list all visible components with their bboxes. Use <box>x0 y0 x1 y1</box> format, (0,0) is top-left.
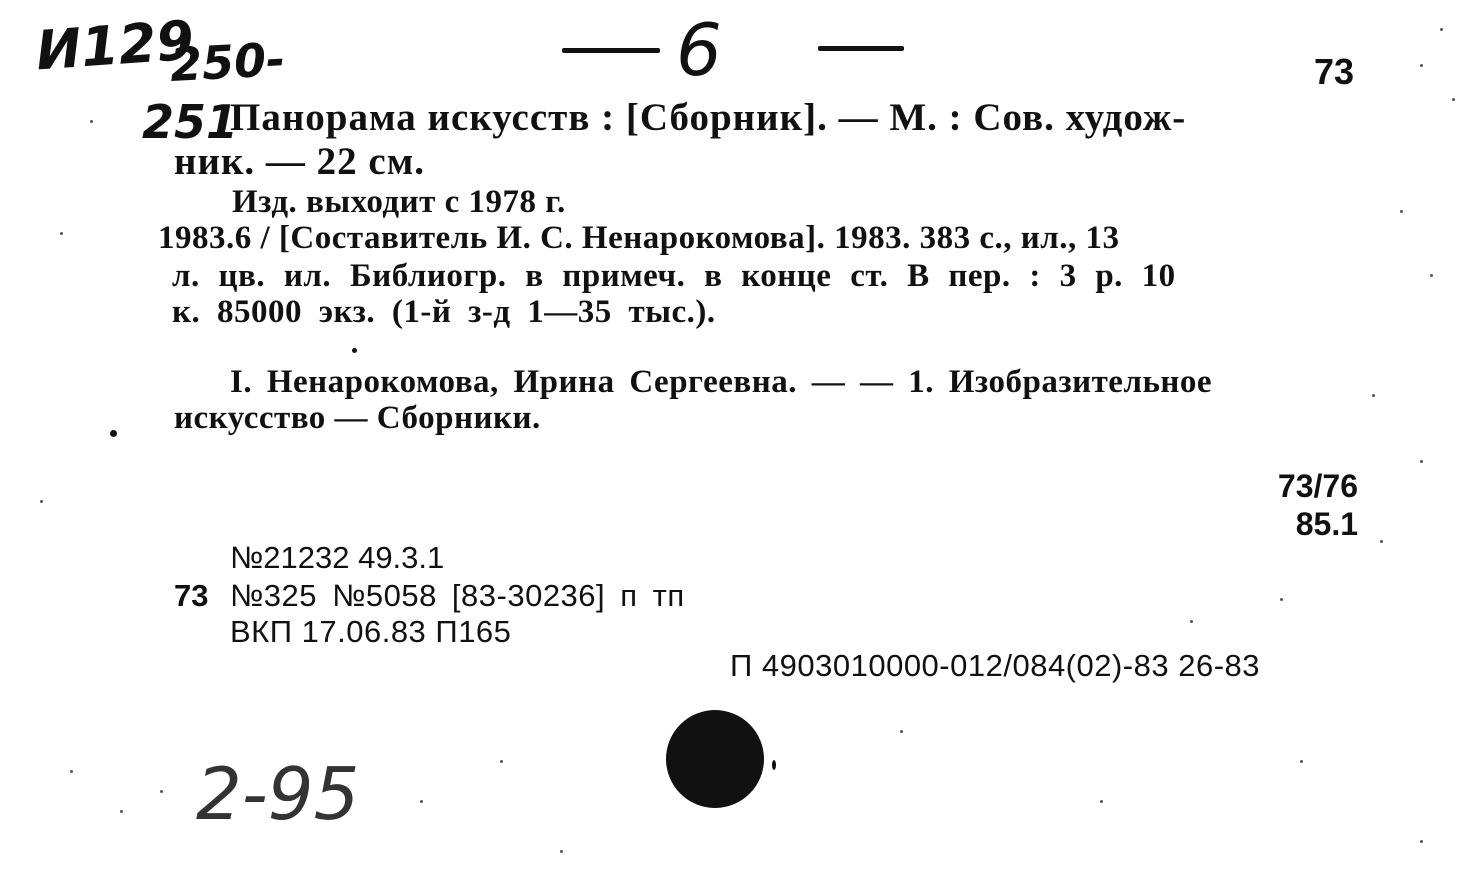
volume-line-3: к. 85000 экз. (1-й з-д 1—35 тыс.). <box>172 294 716 330</box>
scan-speck <box>1420 840 1423 843</box>
scan-speck <box>1452 98 1455 101</box>
handwritten-dash-left <box>562 48 660 53</box>
handwritten-range-bottom: 251 <box>142 95 239 149</box>
handwritten-shelf-code: И129 <box>33 8 196 83</box>
scan-speck <box>772 760 776 770</box>
record-line-2-prefix: 73 <box>174 578 209 613</box>
scan-speck <box>500 760 503 763</box>
scan-speck <box>70 770 73 773</box>
punch-hole <box>666 710 764 808</box>
scan-speck <box>1430 274 1433 277</box>
scan-speck <box>1300 760 1303 763</box>
scan-speck <box>900 730 903 733</box>
scan-speck <box>1280 598 1283 601</box>
volume-line-1 <box>158 218 1120 258</box>
volume-line-1-text: / [Составитель И. С. Ненарокомова]. 1983. 383 с., ил., 13 <box>251 220 1120 256</box>
scan-speck <box>352 348 357 353</box>
title-line-1: Панорама искусств : [Сборник]. — М. : Сов. худож- <box>230 96 1187 139</box>
record-line-2: №325 №5058 [83-30236] п тп <box>230 578 685 613</box>
record-line-1: №21232 49.3.1 <box>230 540 445 575</box>
subject-line-1: I. Ненарокомова, Ирина Сергеевна. — — 1. Изобразительное <box>230 364 1213 400</box>
scan-speck <box>560 850 563 853</box>
volume-line-2: л. цв. ил. Библиогр. в примеч. в конце ст. В пер. : 3 р. 10 <box>172 258 1176 294</box>
handwritten-dash-right <box>818 46 904 51</box>
scan-speck <box>160 790 163 793</box>
scan-speck <box>110 430 117 437</box>
scan-speck <box>420 800 423 803</box>
scan-speck <box>1420 460 1423 463</box>
handwritten-range-top: 250- <box>168 32 287 92</box>
subject-line-2: искусство — Сборники. <box>174 400 541 436</box>
classification-1: 73/76 <box>1277 468 1358 504</box>
scan-speck <box>1400 210 1403 213</box>
scan-speck <box>120 810 123 813</box>
scan-speck <box>1420 64 1423 67</box>
scan-speck <box>90 120 93 123</box>
record-line-3: ВКП 17.06.83 П165 <box>230 614 512 649</box>
handwritten-bottom-note: 2-95 <box>196 752 360 836</box>
volume-number: 1983.6 <box>158 220 252 256</box>
scan-speck <box>60 232 63 235</box>
scan-speck <box>1380 540 1383 543</box>
handwritten-volume: 6 <box>676 8 722 92</box>
publisher-code: П 4903010000-012/084(02)-83 26-83 <box>730 648 1261 683</box>
call-number-top: 73 <box>1314 51 1355 92</box>
scan-speck <box>1372 394 1375 397</box>
classification-2: 85.1 <box>1295 506 1358 542</box>
scan-speck <box>1190 620 1193 623</box>
title-line-2: ник. — 22 см. <box>174 140 426 183</box>
publication-note: Изд. выходит с 1978 г. <box>232 184 566 220</box>
scan-speck <box>1100 800 1103 803</box>
scan-speck <box>1440 28 1443 31</box>
scan-speck <box>40 500 43 503</box>
